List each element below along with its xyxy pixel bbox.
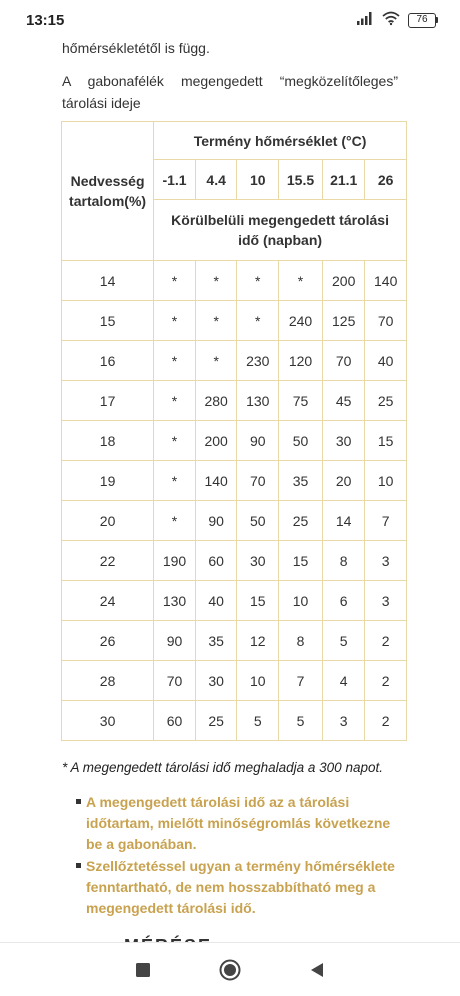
moisture-cell: 17 — [62, 381, 154, 421]
moisture-cell: 19 — [62, 461, 154, 501]
storage-days-cell: 90 — [237, 421, 279, 461]
storage-table-scroll[interactable] — [61, 121, 407, 739]
table-row — [62, 381, 407, 421]
storage-days-cell: 50 — [237, 501, 279, 541]
temp-header-cell: 15.5 — [279, 160, 323, 200]
table-row — [62, 581, 407, 621]
storage-days-cell: 50 — [279, 421, 323, 461]
storage-days-cell: 30 — [237, 541, 279, 581]
storage-days-cell: 70 — [365, 301, 407, 341]
battery-tip — [436, 17, 438, 23]
moisture-cell: 18 — [62, 421, 154, 461]
recents-button[interactable] — [128, 955, 158, 985]
wifi-icon — [382, 11, 400, 30]
storage-days-cell: 3 — [323, 701, 365, 741]
storage-days-cell: * — [195, 341, 237, 381]
storage-days-cell: 25 — [365, 381, 407, 421]
storage-days-cell: 20 — [323, 461, 365, 501]
storage-days-cell: 10 — [365, 461, 407, 501]
moisture-cell: 24 — [62, 581, 154, 621]
home-circle-icon — [219, 959, 241, 981]
table-row — [62, 501, 407, 541]
stop-square-icon — [136, 963, 150, 977]
storage-days-cell: 2 — [365, 621, 407, 661]
storage-days-cell: * — [154, 341, 196, 381]
storage-days-cell: 3 — [365, 541, 407, 581]
table-row — [62, 541, 407, 581]
storage-days-cell: 40 — [195, 581, 237, 621]
table-row — [62, 341, 407, 381]
note-item — [76, 792, 406, 855]
notes-list — [76, 792, 406, 920]
status-icons — [356, 11, 438, 30]
storage-days-cell: * — [154, 501, 196, 541]
storage-days-cell: * — [154, 261, 196, 301]
note-text: Szellőztetéssel ugyan a termény hőmérséklete fenntartható, de nem hosszabbítható meg a megengedett tárolási idő. — [86, 858, 395, 916]
moisture-cell: 30 — [62, 701, 154, 741]
storage-days-cell: * — [154, 461, 196, 501]
storage-days-cell: 125 — [323, 301, 365, 341]
storage-days-cell: 200 — [195, 421, 237, 461]
storage-days-cell: * — [195, 261, 237, 301]
storage-days-cell: * — [195, 301, 237, 341]
storage-days-cell: 280 — [195, 381, 237, 421]
moisture-cell: 20 — [62, 501, 154, 541]
storage-days-cell: 15 — [365, 421, 407, 461]
back-button[interactable] — [302, 955, 332, 985]
home-button[interactable] — [215, 955, 245, 985]
table-row — [62, 261, 407, 301]
storage-days-cell: 30 — [323, 421, 365, 461]
storage-days-cell: 6 — [323, 581, 365, 621]
temp-header-cell: 21.1 — [323, 160, 365, 200]
system-nav-bar — [0, 942, 460, 996]
moisture-cell: 15 — [62, 301, 154, 341]
storage-days-cell: * — [237, 301, 279, 341]
storage-days-cell: 190 — [154, 541, 196, 581]
storage-days-cell: 200 — [323, 261, 365, 301]
moisture-header-label: Nedvesség tartalom(%) — [69, 173, 147, 209]
cut-paragraph-line-2: hőmérsékletétől is függ. — [62, 40, 210, 56]
table-row — [62, 621, 407, 661]
storage-days-cell: 30 — [195, 661, 237, 701]
storage-days-cell: 70 — [323, 341, 365, 381]
storage-days-cell: * — [279, 261, 323, 301]
bullet-square-icon — [76, 799, 81, 804]
moisture-header — [62, 122, 154, 261]
moisture-cell: 26 — [62, 621, 154, 661]
storage-days-cell: 130 — [237, 381, 279, 421]
temp-header-cell: 10 — [237, 160, 279, 200]
table-row — [62, 701, 407, 741]
table-caption: A gabonafélék megengedett “megközelítőleges” tárolási ideje — [62, 73, 398, 111]
storage-days-cell: 7 — [279, 661, 323, 701]
storage-days-cell: 240 — [279, 301, 323, 341]
temp-header-cell: 26 — [365, 160, 407, 200]
battery-icon — [408, 13, 438, 28]
moisture-cell: 14 — [62, 261, 154, 301]
storage-days-cell: * — [154, 301, 196, 341]
storage-days-cell: * — [154, 381, 196, 421]
storage-days-cell: 4 — [323, 661, 365, 701]
table-row — [62, 301, 407, 341]
moisture-cell: 28 — [62, 661, 154, 701]
storage-days-cell: 5 — [237, 701, 279, 741]
temperature-header: Termény hőmérséklet (°C) — [154, 122, 407, 160]
storage-days-cell: 60 — [154, 701, 196, 741]
storage-days-cell: 40 — [365, 341, 407, 381]
moisture-cell: 22 — [62, 541, 154, 581]
table-row — [62, 461, 407, 501]
note-item — [76, 856, 406, 919]
bullet-square-icon — [76, 863, 81, 868]
storage-days-cell: 70 — [154, 661, 196, 701]
storage-days-cell: 25 — [195, 701, 237, 741]
storage-days-cell: 15 — [237, 581, 279, 621]
storage-days-cell: 10 — [237, 661, 279, 701]
storage-days-cell: 8 — [279, 621, 323, 661]
clock: 13:15 — [26, 11, 65, 29]
storage-days-cell: 5 — [323, 621, 365, 661]
storage-time-subheader: Körülbelüli megengedett tárolási idő (napban) — [154, 200, 407, 261]
table-row — [62, 421, 407, 461]
storage-days-cell: 140 — [365, 261, 407, 301]
storage-days-cell: * — [237, 261, 279, 301]
storage-days-cell: 70 — [237, 461, 279, 501]
battery-level: 76 — [408, 13, 436, 28]
storage-days-cell: 2 — [365, 661, 407, 701]
storage-days-cell: 35 — [195, 621, 237, 661]
storage-days-cell: 5 — [279, 701, 323, 741]
storage-days-cell: 230 — [237, 341, 279, 381]
back-triangle-icon — [310, 962, 324, 978]
storage-days-cell: 10 — [279, 581, 323, 621]
storage-days-cell: 35 — [279, 461, 323, 501]
storage-days-cell: 15 — [279, 541, 323, 581]
storage-days-cell: 45 — [323, 381, 365, 421]
note-text: A megengedett tárolási idő az a tárolási időtartam, mielőtt minőségromlás következne be a gabonában. — [86, 794, 391, 852]
storage-days-cell: 75 — [279, 381, 323, 421]
storage-days-cell: * — [154, 421, 196, 461]
storage-days-cell: 90 — [195, 501, 237, 541]
storage-days-cell: 140 — [195, 461, 237, 501]
temp-header-cell: 4.4 — [195, 160, 237, 200]
storage-days-cell: 12 — [237, 621, 279, 661]
storage-days-cell: 130 — [154, 581, 196, 621]
footnote: * A megengedett tárolási idő meghaladja a 300 napot. — [62, 760, 383, 775]
table-row — [62, 661, 407, 701]
temp-header-cell: -1.1 — [154, 160, 196, 200]
storage-days-cell: 2 — [365, 701, 407, 741]
moisture-cell: 16 — [62, 341, 154, 381]
storage-days-cell: 120 — [279, 341, 323, 381]
signal-icon — [356, 11, 374, 30]
storage-days-cell: 3 — [365, 581, 407, 621]
storage-days-cell: 7 — [365, 501, 407, 541]
storage-table — [61, 121, 407, 741]
status-bar — [0, 0, 460, 40]
storage-days-cell: 25 — [279, 501, 323, 541]
storage-days-cell: 90 — [154, 621, 196, 661]
storage-days-cell: 60 — [195, 541, 237, 581]
storage-days-cell: 8 — [323, 541, 365, 581]
storage-days-cell: 14 — [323, 501, 365, 541]
